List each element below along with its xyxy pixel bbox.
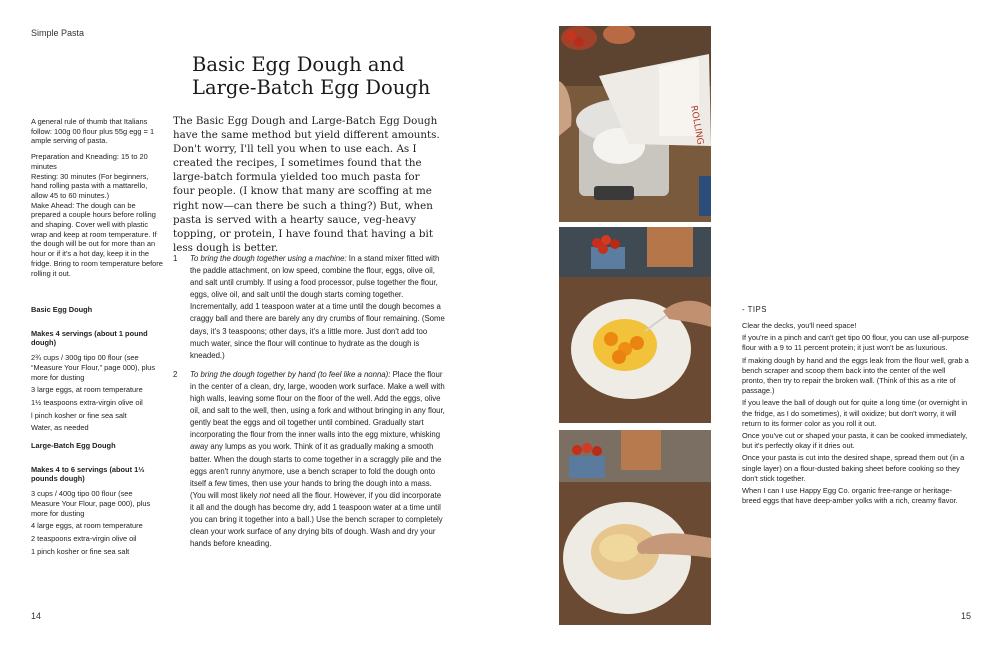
- recipe-title-line-1: Basic Egg Dough and: [192, 53, 405, 76]
- basic-dough-servings: Makes 4 servings (about 1 pound dough): [31, 328, 148, 348]
- method-step-1: [173, 253, 445, 362]
- intro-paragraph: [173, 114, 443, 255]
- ingredient-item: 2 teaspoons extra-virgin olive oil: [31, 533, 137, 543]
- recipe-title: [192, 53, 512, 99]
- tip-item: If you leave the ball of dough out for quite a long time (or overnight in the fridge, as I do sometimes), it will oxidize; but don't worry, it will return to its former color as you roll it out.: [742, 398, 968, 428]
- flour-bag-label: ROLLING: [688, 104, 705, 146]
- tips-list: [742, 321, 970, 508]
- step-number: 2: [173, 369, 178, 379]
- method-step-2: [173, 369, 445, 550]
- step-text: In a stand mixer fitted with the paddle attachment, on low speed, combine the flour, eggs, olive oil, and salt until crumbly. If using a food processor, pulse together the flour, eggs, olive oil, and salt until the dough starts coming together. Incrementally, add 1 teaspoon water at a time until the dough becomes a craggy ball and there are barely any dry crumbs of flour remaining. (Some days, it's 3 teaspoons; other days, it's a little more. Just don't add too much water, since the flour will continue to hydrate as the dough is kneaded.): [190, 254, 445, 360]
- large-batch-servings: Makes 4 to 6 servings (about 1⅓ pounds dough): [31, 464, 145, 484]
- tip-item: Clear the decks, you'll need space!: [742, 321, 857, 330]
- step-lead: To bring the dough together using a machine:: [190, 254, 347, 263]
- rule-of-thumb: A general rule of thumb that Italians follow: 100g 00 flour plus 55g egg = 1 ample serving of pasta.: [31, 117, 155, 146]
- step-text: Place the flour in the center of a clean, dry, large, wooden work surface. Make a well with high walls, leaving some flour on the floor of the well. Add the eggs, olive oil, and salt to the well, then, using a fork and without bringing in any flour, gently beat the eggs and oil together until combined. Gradually start incorporating the flour from the inner walls into the egg mixture, whisking away any lumps as you work. Think of it as gradually making a smooth batter. When the dough starts to come together in a scraggly pile and the eggs aren't runny anymore, use a bench scraper to fold the dough onto itself a few times, then use your hands to bring the dough into a mass. (You will most likely: [190, 369, 445, 500]
- ingredient-item: 4 large eggs, at room temperature: [31, 521, 143, 531]
- ingredients-list: [31, 305, 163, 559]
- ingredient-item: Water, as needed: [31, 423, 89, 433]
- intro-text: The Basic Egg Dough and Large-Batch Egg Dough have the same method but yield different amounts. Don't worry, I'll tell you when to use each. As I created the recipes, I sometimes found that the large-batch formula yielded too much pasta for four people. (I know that many are scoffing at me right now—can there be such a thing?) But, when pasta is served with a hearty sauce, veg-heavy topping, or protein, I have found that having a bit less dough is better.: [173, 115, 440, 254]
- basic-dough-heading: Basic Egg Dough: [31, 305, 93, 314]
- tip-item: Once your pasta is cut into the desired shape, spread them out (in a single layer) on a flour-dusted baking sheet before cooking so they don't stick together.: [742, 453, 965, 483]
- recipe-title-line-2: Large-Batch Egg Dough: [192, 76, 431, 99]
- photo-flour-scale: [559, 26, 711, 222]
- page-number-left: 14: [31, 611, 42, 621]
- page-number-right: 15: [961, 611, 972, 621]
- photo-eggs-in-well: [559, 227, 711, 423]
- sidebar-notes: [31, 117, 163, 278]
- ingredient-item: 1 pinch kosher or fine sea salt: [31, 546, 130, 556]
- ingredient-item: 3 large eggs, at room temperature: [31, 385, 143, 395]
- step-emphasis: not: [259, 490, 271, 500]
- running-head: Simple Pasta: [31, 28, 85, 38]
- ingredient-item: 2¾ cups / 300g tipo 00 flour (see “Measure Your Flour,” page 000), plus more for dusting: [31, 353, 156, 382]
- step-number: 1: [173, 254, 178, 263]
- large-batch-heading: Large-Batch Egg Dough: [31, 441, 116, 451]
- photo-mixing-dough: [559, 430, 711, 625]
- tip-item: If you're in a pinch and can't get tipo 00 flour, you can use all-purpose flour with a 9 to 11 percent protein; it just won't be as luxurious.: [742, 333, 969, 353]
- step-lead: To bring the dough together by hand (to feel like a nonna):: [190, 369, 391, 379]
- ingredient-item: 1½ teaspoons extra-virgin olive oil: [31, 397, 143, 407]
- tip-item: Once you've cut or shaped your pasta, it can be cooked immediately, but it's perfectly okay if it dries out.: [742, 431, 968, 451]
- make-ahead-note: Make Ahead: The dough can be prepared a couple hours before rolling and shaping. Cover well with plastic wrap and keep at room temperature. If the dough will be out for more than an hour or if it's a hot day, keep it in the fridge. Bring to room temperature before rolling it out.: [31, 200, 163, 278]
- ingredient-item: l pinch kosher or fine sea salt: [31, 410, 127, 420]
- prep-time: Preparation and Kneading: 15 to 20 minutes: [31, 152, 148, 171]
- method-steps: [173, 253, 445, 557]
- tip-item: When I can I use Happy Egg Co. organic free-range or heritage-breed eggs that have deep-amber yolks with a rich, creamy flavor.: [742, 486, 958, 506]
- ingredient-item: 3 cups / 400g tipo 00 flour (see Measure Your Flour, page 000), plus more for dusting: [31, 489, 151, 518]
- resting-time: Resting: 30 minutes (For beginners, hand rolling pasta with a mattarello, allow 45 to 60 minutes.): [31, 171, 149, 200]
- tip-item: If making dough by hand and the eggs leak from the flour well, grab a bench scraper and scoop them back into the center of the well pronto, then try to repair the broken wall. (Think of this as a rite of passage.): [742, 355, 969, 396]
- step-text-continued: need all the flour. However, if you did incorporate it all and the dough has become dry, add 1 teaspoon water at a time until you can bring it together into a ball.) Use the bench scraper to completely clean your work surface of any drying bits of dough. Wash and dry your hands before kneading.: [190, 490, 443, 549]
- tips-heading: - TIPS: [742, 305, 767, 314]
